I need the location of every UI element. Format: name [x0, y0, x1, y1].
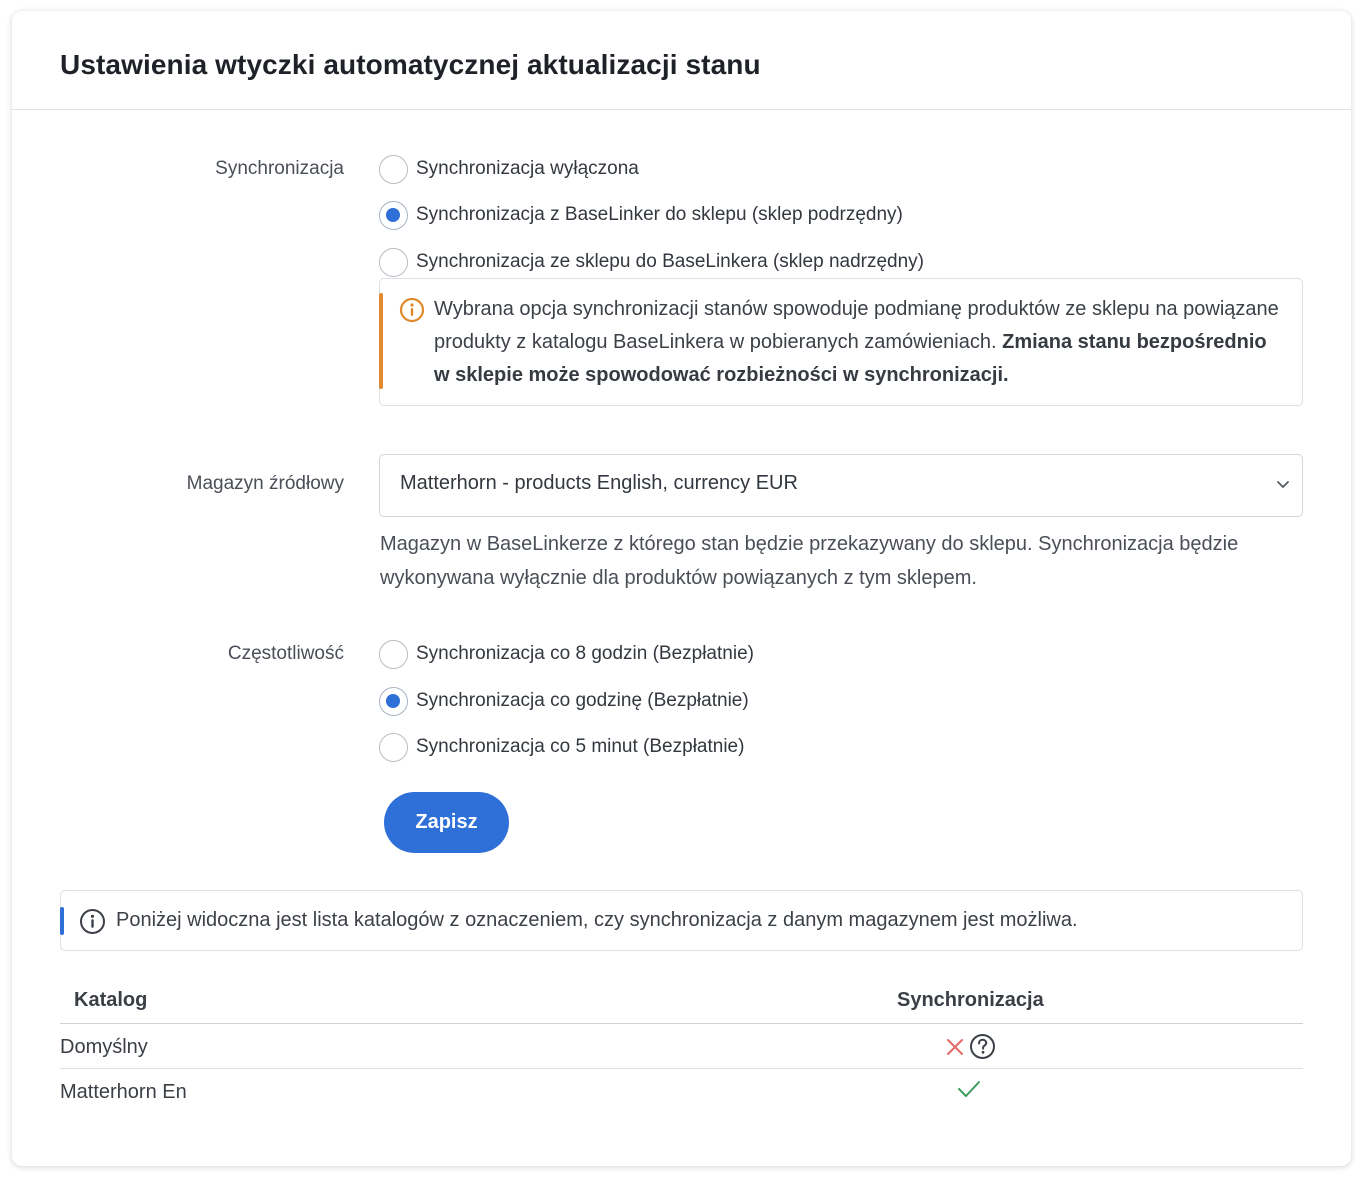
- alert-accent-bar: [60, 907, 64, 935]
- select-value: Matterhorn - products English, currency EUR: [400, 472, 798, 494]
- info-icon: [79, 908, 106, 935]
- table-header: [60, 977, 1303, 1024]
- warehouse-select[interactable]: [379, 454, 1303, 517]
- frequency-option-5min[interactable]: [379, 732, 744, 762]
- sync-option-to-baselinker[interactable]: [379, 247, 924, 277]
- radio-button-checked[interactable]: [379, 201, 408, 230]
- radio-button-checked[interactable]: [379, 687, 408, 716]
- radio-label: Synchronizacja co 5 minut (Bezpłatnie): [416, 736, 745, 757]
- sync-status: [957, 1078, 981, 1100]
- info-text: Poniżej widoczna jest lista katalogów z oznaczeniem, czy synchronizacja z danym magazynem jest możliwa.: [116, 909, 1078, 931]
- table-row: [60, 1069, 1303, 1114]
- catalog-table: [60, 977, 1303, 1114]
- frequency-option-1h[interactable]: [379, 686, 749, 716]
- column-header-sync: Synchronizacja: [897, 989, 1044, 1011]
- sync-option-off[interactable]: [379, 154, 639, 184]
- table-row: [60, 1024, 1303, 1069]
- sync-option-to-shop[interactable]: [379, 200, 903, 230]
- radio-label: Synchronizacja z BaseLinker do sklepu (sklep podrzędny): [416, 204, 903, 225]
- card-header: [12, 11, 1351, 110]
- alert-accent-bar: [379, 293, 383, 389]
- alert-text: Wybrana opcja synchronizacji stanów spowoduje podmianę produktów ze sklepu na powiązane produkty z katalogu BaseLinkera w pobieranych zamówieniach. Zmiana stanu bezpośrednio w sklepie może spowodować rozbieżności w synchronizacji.: [434, 298, 1279, 386]
- checkmark-icon: [957, 1078, 981, 1100]
- chevron-down-icon: [1274, 475, 1292, 493]
- frequency-option-8h[interactable]: [379, 639, 754, 669]
- radio-label: Synchronizacja co godzinę (Bezpłatnie): [416, 690, 749, 711]
- radio-button[interactable]: [379, 640, 408, 669]
- radio-button[interactable]: [379, 248, 408, 277]
- save-button[interactable]: Zapisz: [384, 792, 509, 853]
- radio-label: Synchronizacja co 8 godzin (Bezpłatnie): [416, 643, 754, 664]
- catalog-name: Domyślny: [60, 1036, 148, 1058]
- radio-button[interactable]: [379, 155, 408, 184]
- help-question-icon[interactable]: [969, 1033, 996, 1060]
- settings-card: [12, 11, 1351, 1166]
- sync-label: Synchronizacja: [215, 158, 344, 179]
- sync-warning-alert: [379, 278, 1303, 406]
- radio-label: Synchronizacja ze sklepu do BaseLinkera (sklep nadrzędny): [416, 251, 924, 272]
- catalog-name: Matterhorn En: [60, 1081, 187, 1103]
- frequency-label: Częstotliwość: [227, 643, 344, 664]
- warehouse-help-text: Magazyn w BaseLinkerze z którego stan będzie przekazywany do sklepu. Synchronizacja będzie wykonywana wyłącznie dla produktów powiązanych z tym sklepem.: [380, 533, 1239, 589]
- close-icon: [945, 1037, 965, 1057]
- catalog-info-alert: [60, 890, 1303, 951]
- warning-info-icon: [399, 297, 425, 323]
- radio-button[interactable]: [379, 733, 408, 762]
- radio-label: Synchronizacja wyłączona: [416, 158, 639, 179]
- column-header-catalog: Katalog: [74, 989, 148, 1011]
- page-title: Ustawienia wtyczki automatycznej aktualizacji stanu: [60, 49, 761, 80]
- warehouse-label: Magazyn źródłowy: [186, 473, 344, 494]
- sync-status: [945, 1033, 996, 1060]
